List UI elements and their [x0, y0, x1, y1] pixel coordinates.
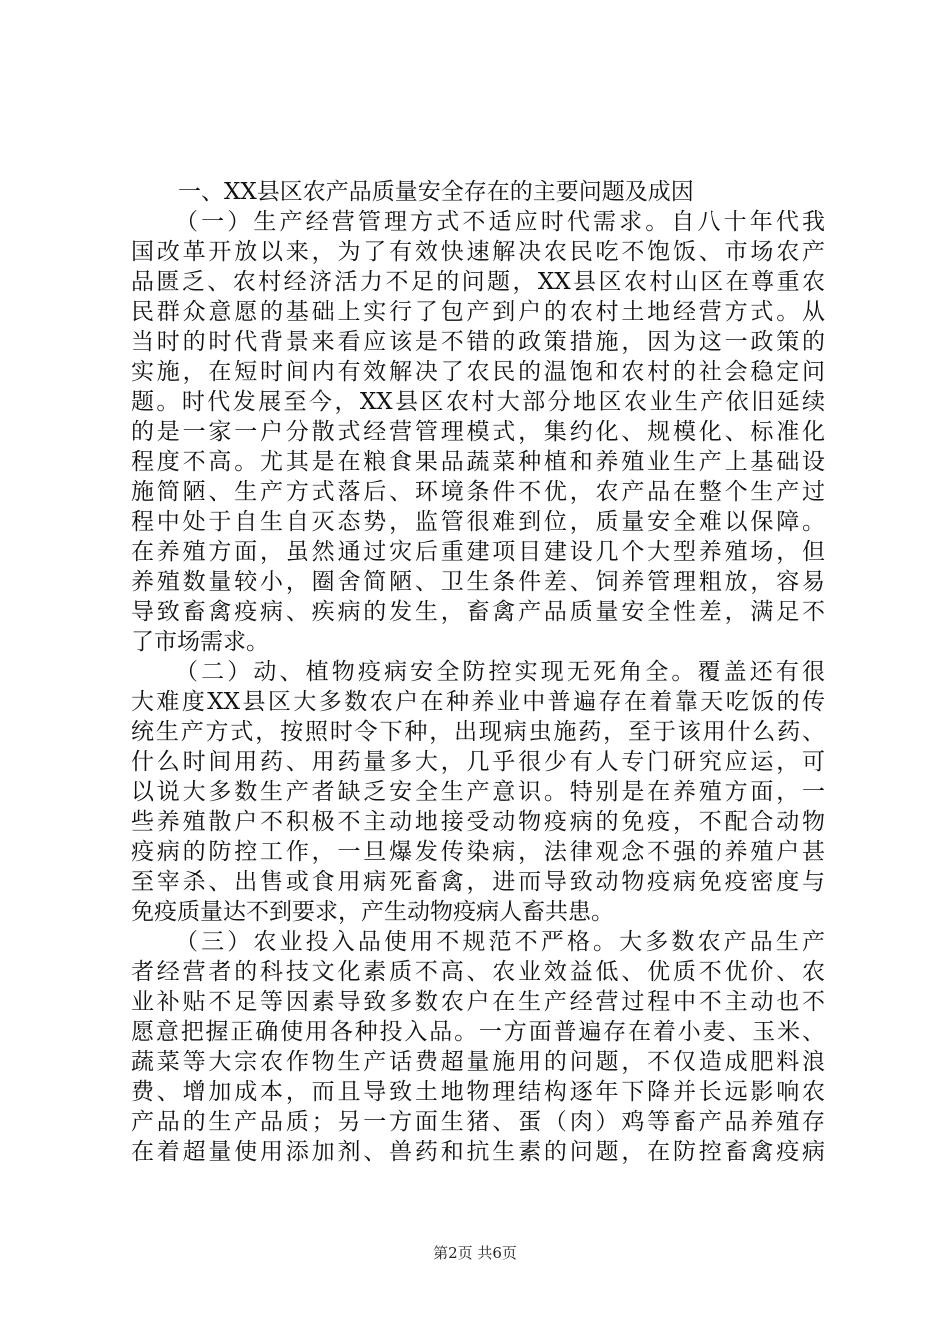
paragraph-line: （三）农业投入品使用不规范不严格。大多数农产品生产 [175, 929, 825, 955]
paragraph-line: 程中处于自生自灭态势，监管很难到位，质量安全难以保障。 [131, 509, 825, 535]
paragraph-line: 品匮乏、农村经济活力不足的问题，XX县区农村山区在尊重农 [131, 269, 825, 295]
paragraph-line: 在着超量使用添加剂、兽药和抗生素的问题，在防控畜禽疫病 [131, 1139, 825, 1165]
paragraph-line: 疫病的防控工作，一旦爆发传染病，法律观念不强的养殖户甚 [131, 839, 825, 865]
paragraph-line: 业补贴不足等因素导致多数农户在生产经营过程中不主动也不 [131, 989, 825, 1015]
paragraph-line: 愿意把握正确使用各种投入品。一方面普遍存在着小麦、玉米、 [131, 1019, 825, 1045]
paragraph-line: 施简陋、生产方式落后、环境条件不优，农产品在整个生产过 [131, 479, 825, 505]
paragraph-line: 蔬菜等大宗农作物生产话费超量施用的问题，不仅造成肥料浪 [131, 1049, 825, 1075]
paragraph-line: 免疫质量达不到要求，产生动物疫病人畜共患。 [131, 899, 614, 925]
paragraph-line: 者经营者的科技文化素质不高、农业效益低、优质不优价、农 [131, 959, 825, 985]
paragraph-line: 的是一家一户分散式经营管理模式，集约化、规模化、标准化 [131, 419, 825, 445]
paragraph-line: 统生产方式，按照时令下种，出现病虫施药，至于该用什么药、 [131, 719, 825, 745]
paragraph-line: 导致畜禽疫病、疾病的发生，畜禽产品质量安全性差，满足不 [131, 599, 825, 625]
paragraph-line: 题。时代发展至今，XX县区农村大部分地区农业生产依旧延续 [131, 389, 825, 415]
section-heading: 一、XX县区农产品质量安全存在的主要问题及成因 [178, 179, 694, 205]
paragraph-line: 实施，在短时间内有效解决了农民的温饱和农村的社会稳定问 [131, 359, 825, 385]
paragraph-line: 至宰杀、出售或食用病死畜禽，进而导致动物疫病免疫密度与 [131, 869, 825, 895]
paragraph-line: 民群众意愿的基础上实行了包产到户的农村土地经营方式。从 [131, 299, 825, 325]
paragraph-line: （二）动、植物疫病安全防控实现无死角全。覆盖还有很 [175, 659, 825, 685]
paragraph-line: 当时的时代背景来看应该是不错的政策措施，因为这一政策的 [131, 329, 825, 355]
paragraph-line: 国改革开放以来，为了有效快速解决农民吃不饱饭、市场农产 [131, 239, 825, 265]
paragraph-line: 费、增加成本，而且导致土地物理结构逐年下降并长远影响农 [131, 1079, 825, 1105]
paragraph-line: 在养殖方面，虽然通过灾后重建项目建设几个大型养殖场，但 [131, 539, 825, 565]
paragraph-line: 程度不高。尤其是在粮食果品蔬菜种植和养殖业生产上基础设 [131, 449, 825, 475]
page-number-footer: 第2页 共6页 [433, 1244, 517, 1262]
paragraph-line: （一）生产经营管理方式不适应时代需求。自八十年代我 [175, 209, 825, 235]
paragraph-line: 以说大多数生产者缺乏安全生产意识。特别是在养殖方面，一 [131, 779, 825, 805]
paragraph-line: 了市场需求。 [131, 629, 269, 655]
paragraph-line: 些养殖散户不积极不主动地接受动物疫病的免疫，不配合动物 [131, 809, 825, 835]
paragraph-line: 产品的生产品质；另一方面生猪、蛋（肉）鸡等畜产品养殖存 [131, 1109, 825, 1135]
paragraph-line: 什么时间用药、用药量多大，几乎很少有人专门研究应运，可 [131, 749, 825, 775]
paragraph-line: 大难度XX县区大多数农户在种养业中普遍存在着靠天吃饭的传 [131, 689, 825, 715]
paragraph-line: 养殖数量较小，圈舍简陋、卫生条件差、饲养管理粗放，容易 [131, 569, 825, 595]
